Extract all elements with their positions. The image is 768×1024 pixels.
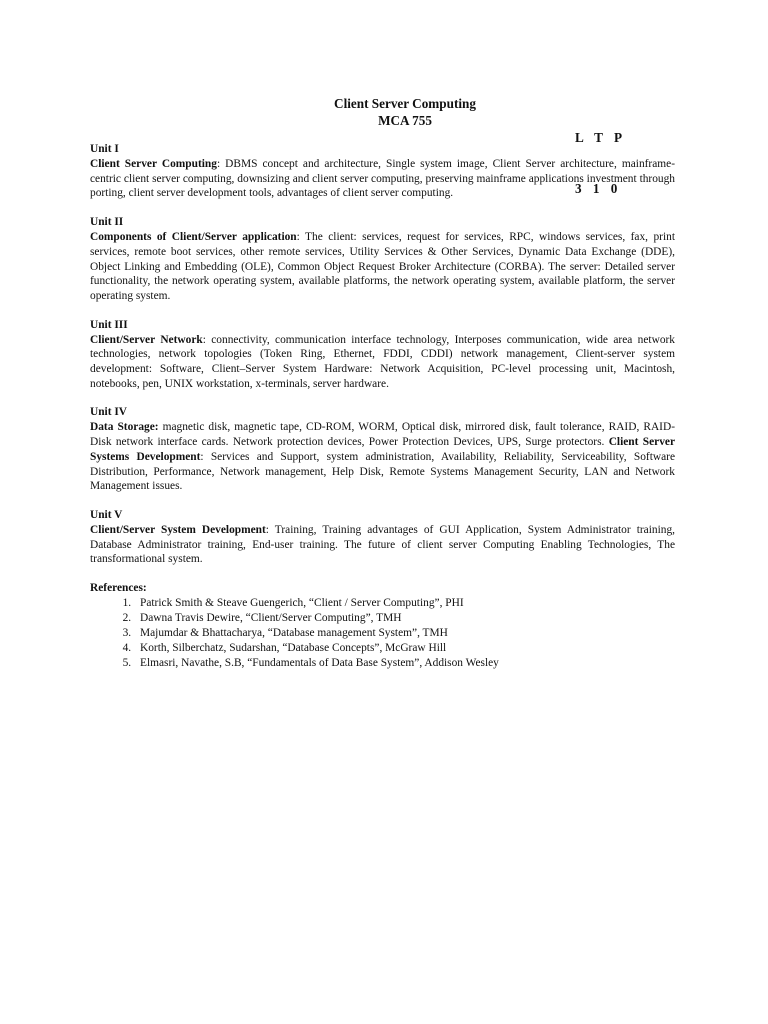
reference-item: 1. Patrick Smith & Steave Guengerich, “Client / Server Computing”, PHI — [134, 596, 675, 611]
unit-5 — [90, 508, 675, 567]
topic-text: magnetic disk, magnetic tape, CD-ROM, WORM, Optical disk, mirrored disk, fault tolerance, RAID, RAID-Disk network interface cards. Network protection devices, Power Protection Devices, UPS, Surge protectors. — [90, 421, 675, 449]
topic-text: : The client: services, request for services, RPC, windows services, fax, print services, remote boot services, other remote services, Utility Services & Other Services, Dynamic Data Exchange (DDE), Object Linking and Embedding (OLE), Common Object Request Broker Architecture (CORBA). The server: Detailed server functionality, the network operating system, available platforms, the network operating system, available platform, the server operating system. — [90, 231, 675, 302]
unit-title: Unit II — [90, 216, 124, 229]
unit-body — [90, 420, 675, 494]
topic-heading: Data Storage: — [90, 421, 159, 434]
unit-1 — [90, 142, 675, 201]
unit-title: Unit V — [90, 508, 123, 521]
topic-text: : DBMS concept and architecture, Single system image, Client Server architecture, mainframe-centric client server computing, downsizing and client server computing, preserving mainframe applications investment through porting, client server development tools, advantages of client server computing. — [90, 158, 675, 200]
references-section — [90, 581, 675, 671]
unit-body — [90, 523, 675, 567]
unit-body — [90, 230, 675, 304]
unit-body — [90, 157, 675, 201]
reference-item: 5. Elmasri, Navathe, S.B, “Fundamentals of Data Base System”, Addison Wesley — [134, 656, 675, 671]
topic-heading: Client Server Systems Development — [90, 436, 675, 463]
references-title: References: — [90, 582, 147, 595]
unit-body — [90, 333, 675, 392]
ltp-values: 3 1 0 — [575, 181, 622, 196]
topic-heading: Client Server Computing — [90, 158, 217, 170]
unit-4 — [90, 405, 675, 494]
course-title: Client Server Computing — [334, 96, 476, 111]
unit-title: Unit III — [90, 318, 128, 331]
unit-2 — [90, 215, 675, 304]
topic-heading: Client/Server Network — [90, 333, 203, 346]
reference-item: 3. Majumdar & Bhattacharya, “Database management System”, TMH — [134, 626, 675, 641]
syllabus-content — [90, 142, 675, 671]
unit-title: Unit IV — [90, 406, 128, 419]
ltp-label: L T P — [575, 130, 627, 145]
topic-heading: Components of Client/Server application — [90, 231, 297, 244]
topic-text: : Services and Support, system administration, Availability, Reliability, Serviceability, Software Distribution, Performance, Network management, Help Disk, Remote Systems Management Security, LAN and Network Management issues. — [90, 450, 675, 493]
unit-title: Unit I — [90, 143, 119, 155]
reference-item: 4. Korth, Silberchatz, Sudarshan, “Database Concepts”, McGraw Hill — [134, 641, 675, 656]
course-header — [300, 95, 510, 129]
topic-text: : Training, Training advantages of GUI Application, System Administrator training, Database Administrator training, End-user training. The future of client server Computing Enabling Technologies, The transformational system. — [90, 523, 675, 566]
references-list — [90, 596, 675, 671]
course-code: MCA 755 — [378, 113, 432, 128]
topic-text: : connectivity, communication interface technology, Interposes communication, wide area network technologies, network topologies (Token Ring, Ethernet, FDDI, CDDI) network management, Client-server system development: Software, Client–Server System Hardware: Network Acquisition, PC-level processing unit, Macintosh, notebooks, pen, UNIX workstation, x-terminals, server hardware. — [90, 333, 676, 390]
topic-heading: Client/Server System Development — [90, 523, 266, 536]
reference-item: 2. Dawna Travis Dewire, “Client/Server Computing”, TMH — [134, 611, 675, 626]
unit-3 — [90, 318, 675, 392]
